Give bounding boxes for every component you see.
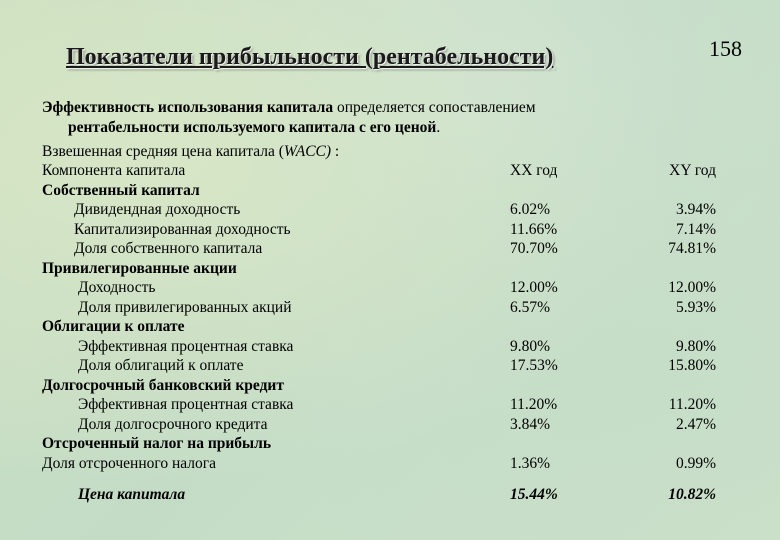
intro-text-2: . bbox=[436, 119, 441, 136]
row-label: Доля собственного капитала bbox=[74, 240, 263, 257]
total-value-xx: 15.44% bbox=[510, 486, 558, 503]
row-label: Доля отсроченного налога bbox=[42, 454, 216, 472]
group-header-bank-loan bbox=[42, 376, 716, 396]
row-value-xy: 11.20% bbox=[668, 396, 716, 413]
slide-title: Показатели прибыльности (рентабельности) bbox=[66, 44, 554, 70]
total-label: Цена капитала bbox=[78, 486, 186, 503]
wacc-table bbox=[42, 161, 716, 505]
row-label: Дивидендная доходность bbox=[74, 201, 241, 218]
header-xx: XX год bbox=[510, 162, 558, 179]
table-row bbox=[42, 239, 716, 259]
table-row bbox=[42, 356, 716, 376]
row-value-xx: 9.80% bbox=[510, 337, 551, 355]
wacc-prefix: Взвешенная средняя цена капитала ( bbox=[42, 143, 284, 160]
group-header-deferred-tax bbox=[42, 434, 716, 454]
row-value-xx: 12.00% bbox=[510, 279, 558, 296]
row-value-xy: 7.14% bbox=[675, 220, 716, 238]
group-header-equity bbox=[42, 181, 716, 201]
table-row bbox=[42, 337, 716, 357]
group-label: Отсроченный налог на прибыль bbox=[42, 435, 272, 452]
group-header-preferred bbox=[42, 259, 716, 279]
wacc-line bbox=[42, 143, 339, 161]
intro-bold-1: Эффективность использования капитала bbox=[42, 99, 334, 116]
table-header-row bbox=[42, 161, 716, 181]
table-row bbox=[42, 454, 716, 474]
row-value-xx: 17.53% bbox=[510, 357, 558, 374]
table-row bbox=[42, 200, 716, 220]
row-value-xy: 2.47% bbox=[675, 415, 716, 433]
row-label: Доходность bbox=[78, 279, 156, 296]
row-value-xy: 15.80% bbox=[668, 357, 716, 374]
row-label: Доля облигаций к оплате bbox=[78, 357, 244, 374]
table-row bbox=[42, 395, 716, 415]
wacc-abbr: WACC) bbox=[283, 143, 332, 160]
table-row bbox=[42, 278, 716, 298]
total-row bbox=[42, 485, 716, 505]
row-label: Эффективная процентная ставка bbox=[78, 396, 294, 413]
row-label: Доля долгосрочного кредита bbox=[78, 415, 268, 433]
row-value-xx: 11.20% bbox=[510, 396, 558, 413]
row-label: Доля привилегированных акций bbox=[78, 298, 292, 316]
total-value-xy: 10.82% bbox=[668, 486, 716, 503]
row-value-xy: 9.80% bbox=[675, 337, 716, 355]
row-label: Капитализированная доходность bbox=[74, 220, 291, 238]
group-label: Облигации к оплате bbox=[42, 318, 185, 335]
row-value-xx: 1.36% bbox=[510, 454, 551, 472]
row-value-xx: 3.84% bbox=[510, 415, 551, 433]
row-value-xy: 0.99% bbox=[675, 454, 716, 472]
row-value-xx: 11.66% bbox=[510, 220, 558, 238]
row-value-xx: 70.70% bbox=[510, 240, 558, 257]
slide-number: 158 bbox=[709, 36, 742, 61]
row-value-xy: 12.00% bbox=[668, 279, 716, 296]
wacc-suffix: : bbox=[331, 143, 340, 160]
row-value-xy: 3.94% bbox=[675, 201, 716, 218]
group-label: Привилегированные акции bbox=[42, 259, 237, 277]
row-value-xy: 74.81% bbox=[668, 240, 716, 257]
table-row bbox=[42, 415, 716, 435]
table-row bbox=[42, 298, 716, 318]
row-value-xx: 6.02% bbox=[510, 201, 551, 218]
table-row bbox=[42, 220, 716, 240]
row-value-xy: 5.93% bbox=[675, 298, 716, 316]
header-component: Компонента капитала bbox=[42, 162, 186, 179]
group-label: Собственный капитал bbox=[42, 181, 200, 199]
row-value-xx: 6.57% bbox=[510, 298, 551, 316]
group-header-bonds bbox=[42, 317, 716, 337]
group-label: Долгосрочный банковский кредит bbox=[42, 376, 284, 394]
header-xy: XY год bbox=[669, 162, 716, 179]
intro-bold-2: рентабельности используемого капитала с его ценой bbox=[68, 119, 437, 136]
intro-paragraph bbox=[42, 98, 722, 138]
row-label: Эффективная процентная ставка bbox=[78, 337, 294, 355]
intro-text-1: определяется сопоставлением bbox=[333, 99, 536, 116]
